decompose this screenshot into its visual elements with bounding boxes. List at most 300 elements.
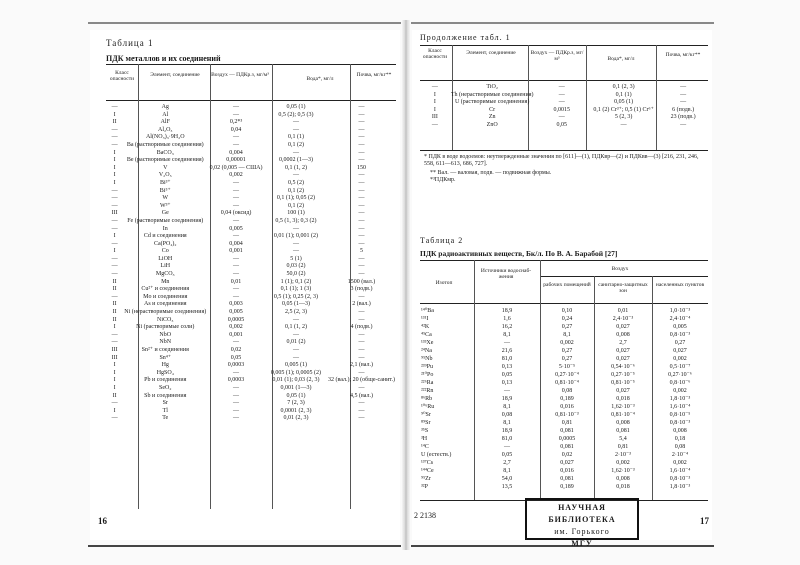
table1-row-cell: 100 (1): [287, 210, 305, 217]
table1-row-cell: 0,02: [230, 347, 242, 353]
table2-row-cell: 1,8·10⁻³: [669, 484, 691, 490]
footnote-1: * ПДК в воде водоемов: неутвержденные значения по [611]—(1), ПДКвр—(2) и ПДКвв—(3) [216, 231, 246, 558, 611—613, 686, 727].: [424, 154, 699, 167]
table1-row: [106, 301, 396, 309]
table2-row: [420, 435, 708, 443]
table1-row: [106, 362, 396, 370]
table1-row-cell: —: [358, 400, 365, 407]
table1-row-cell: I: [113, 157, 116, 164]
table1-row-cell: 0,1 (1); 0,05 (2): [276, 195, 316, 202]
table1-row-cell: 0,04: [230, 126, 242, 133]
page-number-right: 17: [700, 516, 709, 526]
table1-row-cell: 150: [357, 164, 367, 171]
table2-row-cell: 18,9: [501, 308, 513, 314]
table2-row-cell: 0,008: [616, 420, 630, 426]
table2-row-cell: 0,002: [673, 388, 687, 394]
table2-row-cell: 0,005: [673, 324, 687, 330]
cont-row-cell: —: [558, 84, 565, 90]
table2-row: [420, 331, 708, 339]
table1-row-cell: —: [292, 225, 299, 232]
table1-row-cell: —: [358, 331, 365, 338]
table2-row-cell: ⁸⁶Rb: [421, 396, 433, 402]
table1-row-cell: 0,005: [229, 309, 243, 316]
cont-row-cell: —: [431, 121, 438, 128]
table2-row-cell: 0,002: [673, 356, 687, 362]
table1-row-cell: III: [111, 347, 118, 353]
table2-row: [420, 379, 708, 387]
table1-row: [106, 218, 396, 226]
table1-row-cell: I: [113, 164, 116, 171]
table1-row-cell: 4,5 (вал.): [350, 392, 373, 399]
table1-row-cell: II: [112, 278, 117, 285]
table1-row-cell: —: [358, 179, 365, 186]
table2-row-cell: 8,1: [503, 404, 511, 410]
stamp-line-1: НАУЧНАЯ БИБЛИОТЕКА: [548, 503, 616, 524]
signature-mark: 2 2138: [414, 511, 436, 520]
table1-row-cell: I: [113, 248, 116, 255]
table1-row-cell: Bi⁵⁺: [159, 187, 171, 194]
table1-row-cell: —: [358, 339, 365, 346]
table1-row-cell: —: [111, 271, 118, 278]
table1-row: [106, 309, 396, 317]
table1-row: [106, 393, 396, 401]
table1-row-cell: —: [292, 248, 299, 255]
table1-row-cell: Ni (растворимые соли): [136, 324, 195, 331]
table1-row-cell: Hg: [161, 362, 169, 369]
table1-row-cell: 0,01: [230, 278, 242, 285]
table2-row-cell: 5,4: [619, 436, 627, 442]
table1-row-cell: —: [358, 111, 365, 118]
table2-row-cell: ¹³⁷Cs: [421, 460, 434, 466]
table1-row: [106, 263, 396, 271]
header-element: Элемент, соединение: [150, 72, 200, 78]
table2-row-cell: 1,62·10⁻³: [611, 468, 635, 474]
table2-row-cell: 0,8·10⁻⁶: [669, 380, 691, 386]
table1-row-cell: 0,004: [229, 149, 243, 156]
table2-row: [420, 411, 708, 419]
t2-header-settlements: населенных пунктов: [655, 282, 705, 288]
table1-row-cell: —: [111, 225, 118, 232]
table1-row-cell: —: [292, 172, 299, 179]
table2-row-cell: ¹³³Xe: [421, 340, 434, 346]
table1-row: [106, 377, 396, 385]
table1-row-cell: I: [113, 111, 116, 118]
table1-row-cell: 0,5 (1); 0,25 (2, 3): [273, 293, 319, 300]
table2-caption: Таблица 2: [420, 236, 464, 245]
cont-row: [420, 84, 708, 92]
table2-row-cell: 0,05: [501, 372, 513, 378]
table2-row-cell: ²⁴Na: [421, 348, 432, 354]
table1-row-cell: 0,01 (2): [286, 339, 306, 346]
table2-row-cell: 0,016: [560, 468, 574, 474]
table2-row-cell: 2·10⁻⁴: [671, 452, 689, 458]
table2-row: [420, 307, 708, 315]
table1-row-cell: 0,02 (0,005 — США): [209, 164, 263, 171]
table1-row-cell: —: [233, 195, 240, 202]
table1-row-cell: 0,005: [229, 225, 243, 232]
table1-row-cell: Mo и соединения: [143, 293, 188, 300]
table2-row-cell: 0,8·10⁻⁵: [669, 412, 691, 418]
table1-row-cell: 0,05 (1): [286, 104, 306, 110]
table1-row-cell: 0,1 (1); 1 (3): [280, 286, 312, 293]
table1-row-cell: V₂O₅: [158, 172, 172, 179]
table2-row-cell: 16,2: [501, 324, 513, 330]
table2-row-cell: U (естеств.): [421, 452, 452, 458]
table1-row-cell: MgCO₃: [155, 271, 175, 278]
table1-row-cell: Sb и соединения: [144, 392, 187, 399]
table2-row-cell: ¹⁰⁶Ru: [421, 404, 435, 410]
table2-row-cell: 0,81: [617, 444, 629, 450]
table1-row-cell: Be (растворимые соединения): [126, 157, 204, 164]
table1-row-cell: —: [358, 263, 365, 270]
table1-row-cell: —: [358, 354, 365, 361]
t2-header-sanitary: санитарно-защитных зон: [598, 282, 648, 294]
table1-row-cell: 4 (подв.): [350, 324, 373, 331]
table2-row: [420, 483, 708, 491]
table1-row-cell: 0,01 (2, 3): [283, 415, 309, 422]
table2-row: [420, 427, 708, 435]
table1-row-cell: 0,002: [229, 172, 243, 179]
table1-row-cell: II: [112, 309, 117, 316]
table2-body: [420, 307, 708, 491]
table1-row-cell: W³⁺: [159, 202, 171, 209]
table1-row-cell: —: [358, 195, 365, 202]
table2-row: [420, 475, 708, 483]
table2-row-cell: 0,027: [560, 460, 574, 466]
table1-row-cell: AlF: [160, 119, 170, 126]
cont-header-element: Элемент, соединение: [466, 50, 516, 56]
table1-row: [106, 157, 396, 165]
table2-row-cell: 1,6·10⁻⁴: [669, 468, 691, 474]
table2-row-cell: 0,008: [616, 332, 630, 338]
table1-row-cell: —: [233, 141, 240, 148]
cont-row-cell: Zn: [488, 114, 496, 121]
table1-row-cell: —: [111, 126, 118, 133]
table1-row-cell: I: [113, 362, 116, 369]
table2-row-cell: 0,008: [673, 428, 687, 434]
table2-row-cell: 0,27: [674, 340, 686, 346]
table1-row-cell: —: [233, 104, 240, 110]
table2-row-cell: 0,002: [673, 460, 687, 466]
cont-row-cell: —: [431, 84, 438, 90]
table2-row-cell: 0,027: [616, 356, 630, 362]
table1-row-cell: —: [358, 415, 365, 422]
header-air: Воздух — ПДКр.з, мг/м³: [211, 72, 269, 78]
table1-row: [106, 233, 396, 241]
table1-row-cell: 0,00001: [226, 157, 246, 164]
table2-row: [420, 467, 708, 475]
table2-header-rule: [420, 303, 708, 304]
table1-row-cell: 0,5 (2); 0,5 (3): [278, 111, 314, 118]
table1-row-cell: —: [111, 104, 118, 110]
table2-row-cell: 0,27: [561, 356, 573, 362]
table1-row-cell: —: [358, 271, 365, 278]
table2-row-cell: ⁹⁵Nb: [421, 356, 433, 362]
table2-row-cell: 0,016: [560, 404, 574, 410]
table1-row-cell: 0,01 (1); 0,001 (2): [273, 233, 319, 240]
table1-row-cell: LiH: [160, 263, 171, 270]
stamp-line-2: им. Горького: [554, 527, 610, 536]
table1-row: [106, 385, 396, 393]
cont-row: [420, 122, 708, 130]
cont-row-cell: 0,0015: [553, 106, 570, 113]
table1-row-cell: —: [233, 339, 240, 346]
table1-row-cell: —: [111, 202, 118, 209]
table1-row-cell: —: [111, 255, 118, 262]
cont-row-cell: I: [433, 99, 436, 106]
table1-row-cell: —: [358, 233, 365, 240]
table1-row-cell: —: [233, 217, 240, 224]
cont-row-cell: 0,1 (2) Cr³⁺; 0,5 (1) Cr⁶⁺: [593, 106, 654, 113]
table2-row-cell: 8,1: [563, 332, 571, 338]
table1-row-cell: Al: [162, 111, 169, 118]
table2-row-cell: ³⁵S: [421, 428, 429, 434]
table1-title: ПДК металлов и их соединений: [106, 54, 221, 63]
cont-row-cell: III: [431, 114, 438, 121]
table2-row-cell: 0,10: [561, 308, 573, 314]
table1-row-cell: NbN: [159, 339, 172, 346]
t2-air-rule: [540, 276, 708, 277]
cont-row-cell: Cr: [489, 106, 496, 113]
table1-row-cell: Cu²⁺ и соединения: [141, 286, 190, 293]
table2-row-cell: 81,0: [501, 436, 513, 442]
table2-row-cell: 2,7: [503, 460, 511, 466]
table1-row-cell: I: [113, 324, 116, 331]
table1-row-cell: —: [233, 179, 240, 186]
cont-row-cell: —: [620, 121, 627, 128]
cont-bottom-rule: [420, 150, 708, 151]
table1-row-cell: I: [113, 179, 116, 186]
table1-row-cell: Ni (нерастворимые соединения): [124, 309, 207, 316]
table1-row-cell: II: [112, 301, 117, 308]
continuation-body: [420, 84, 708, 130]
table2-row-cell: 0,02: [561, 452, 573, 458]
table2-row-cell: 0,54·10⁻⁶: [611, 364, 635, 370]
table1-row-cell: —: [111, 217, 118, 224]
table1-row-cell: 1500 (вал.): [347, 278, 376, 285]
table2-row-cell: 0,81: [561, 420, 573, 426]
table1-row-cell: —: [358, 384, 365, 391]
table2-row-cell: ⁹⁰Sr: [421, 412, 431, 418]
table1-row: [106, 324, 396, 332]
table1-row-cell: II: [112, 119, 117, 126]
table1-row-cell: 0,05 (1): [286, 392, 306, 399]
table2-row-cell: 0,189: [560, 484, 574, 490]
table1-row-cell: 50,0 (2): [286, 271, 306, 278]
page-number-left: 16: [98, 516, 107, 526]
table2-row-cell: 0,27·10⁻⁴: [555, 372, 579, 378]
table2-row-cell: 0,0005: [558, 436, 576, 442]
cont-row-cell: U (растворимые соединения): [454, 99, 530, 106]
table1-row-cell: V: [163, 164, 168, 171]
table2-row: [420, 459, 708, 467]
table2-row-cell: 8,1: [503, 468, 511, 474]
cont-header-water: Вода*, мг/л: [607, 56, 635, 62]
table2-row: [420, 355, 708, 363]
table2-row-cell: 0,027: [616, 348, 630, 354]
table2-row: [420, 323, 708, 331]
table1-row-cell: —: [233, 263, 240, 270]
table1-row-cell: NbO: [159, 331, 172, 338]
table1-row-cell: —: [233, 286, 240, 293]
table2-row-cell: 0,018: [616, 396, 630, 402]
cont-row: [420, 114, 708, 122]
table1-row-cell: —: [233, 187, 240, 194]
table1-row: [106, 408, 396, 416]
table1-row-cell: —: [292, 119, 299, 126]
table2-row-cell: 0,27: [561, 324, 573, 330]
table1-row-cell: 0,1 (1): [287, 134, 304, 141]
table1-row-cell: 0,0002 (1—3): [278, 157, 313, 164]
table2-row-cell: 0,081: [560, 444, 574, 450]
table2-top-rule: [420, 260, 708, 261]
table1-row-cell: Sr: [162, 400, 168, 407]
table1-row-cell: —: [111, 331, 118, 338]
cont-row-cell: 0,1 (2, 3): [612, 84, 635, 90]
header-soil: Почва, мг/кг**: [356, 72, 392, 78]
table1-row-cell: —: [233, 255, 240, 262]
table1-row-cell: —: [111, 134, 118, 141]
table2-row-cell: —: [504, 340, 510, 346]
table2-row-cell: 54,0: [501, 476, 513, 482]
cont-row-cell: I: [433, 91, 436, 98]
table1-row-cell: —: [358, 369, 365, 376]
table2-row-cell: ³²P: [421, 484, 428, 490]
table1-row-cell: III: [111, 210, 118, 217]
table1-row: [106, 172, 396, 180]
table1-row-cell: Te: [162, 415, 169, 422]
table1-row-cell: 0,1 (1, 2): [284, 324, 307, 331]
table1-row-cell: —: [358, 187, 365, 194]
table1-row-cell: I: [113, 233, 116, 240]
table1-row-cell: Cd и соединения: [143, 233, 187, 240]
table1-row-cell: Fe (растворимые соединения): [127, 217, 204, 224]
table1-row-cell: Al(NO₃)₃·9H₂O: [145, 134, 185, 141]
table1-row-cell: —: [292, 331, 299, 338]
table1-row-cell: SeO₂: [159, 384, 172, 391]
table1-row-cell: Bi³⁺: [159, 179, 171, 186]
table1-row-cell: —: [358, 172, 365, 179]
table1-row-cell: I: [113, 384, 116, 391]
table1-row-cell: —: [292, 149, 299, 156]
table1-row: [106, 226, 396, 234]
footnote-3: *³ПДКмр.: [430, 177, 456, 183]
table2-row-cell: 0,027: [673, 348, 687, 354]
stamp-line-3: МГУ: [571, 539, 593, 548]
table2-row-cell: 0,189: [560, 396, 574, 402]
cont-row-cell: 5 (2, 3): [614, 114, 633, 121]
table1-row-cell: —: [111, 240, 118, 247]
table2-row-cell: ²¹⁰Po: [421, 372, 434, 378]
table1-row-cell: —: [233, 407, 240, 414]
table1-row-cell: —: [358, 126, 365, 133]
header-class: Класс опасности: [109, 70, 135, 82]
table1-row-cell: Sn²⁺ и соединения: [141, 347, 189, 353]
cont-row-cell: I: [433, 106, 436, 113]
table1-row-cell: Pb и соединения: [144, 377, 187, 384]
table2-row-cell: 1,6·10⁻⁴: [669, 404, 691, 410]
table1-row-cell: —: [358, 149, 365, 156]
t2-header-isotope: Изотоп: [435, 280, 453, 286]
table1-row-cell: Ca(PO₄)₂: [154, 240, 177, 247]
table1-row-cell: —: [358, 134, 365, 141]
table2-row-cell: 1,0·10⁻³: [669, 308, 691, 314]
table1-row-cell: —: [358, 141, 365, 148]
footnote-2: ** Вал. — валовая, подв. — подвижная формы.: [430, 170, 552, 176]
cont-row-cell: —: [680, 121, 687, 128]
library-stamp: [525, 498, 639, 548]
table2-row-cell: ²²⁶Ra: [421, 380, 434, 386]
table1-row-cell: Co: [161, 248, 169, 255]
table2-row-cell: ⁴²K: [421, 324, 430, 330]
table2-row: [420, 371, 708, 379]
table2-row-cell: 0,027: [616, 324, 630, 330]
table1-row: [106, 119, 396, 127]
table1-row: [106, 248, 396, 256]
table2-row: [420, 451, 708, 459]
cont-top-rule: [420, 45, 708, 46]
table1-row-cell: Sn⁴⁺: [159, 354, 172, 361]
table2-row-cell: 0,08: [501, 412, 513, 418]
cont-row-cell: —: [680, 91, 687, 98]
table1-row: [106, 400, 396, 408]
table2-row-cell: 0,8·10⁻³: [669, 332, 691, 338]
table2-row-cell: 8,1: [503, 420, 511, 426]
table1-row-cell: —: [358, 210, 365, 217]
cont-row-cell: Th (нерастворимые соединения): [450, 91, 534, 98]
table2-row: [420, 363, 708, 371]
table1-row: [106, 415, 396, 423]
table1-row-cell: Ge: [161, 210, 169, 217]
table2-row-cell: 1,8·10⁻³: [669, 396, 691, 402]
table2-row-cell: 13,5: [501, 484, 513, 490]
cont-row-cell: 23 (подв.): [670, 114, 696, 121]
table2-row-cell: 2,4·10⁻⁴: [669, 316, 691, 322]
table1-row-cell: —: [358, 202, 365, 209]
table2-row: [420, 339, 708, 347]
table2-row-cell: 0,18: [674, 436, 686, 442]
table1-row-cell: 0,0003: [227, 362, 245, 369]
cont-row-cell: —: [558, 99, 565, 106]
table1-row: [106, 203, 396, 211]
table2-row-cell: 0,01: [617, 308, 629, 314]
table2-row-cell: 0,08: [561, 388, 573, 394]
table2-row-cell: ²³⁹Pu: [421, 364, 434, 370]
table1-row-cell: —: [233, 134, 240, 141]
table2-row-cell: ¹³¹I: [421, 316, 429, 322]
table1-row: [106, 142, 396, 150]
table2-row-cell: 18,9: [501, 396, 513, 402]
cont-row-cell: 0,05: [556, 121, 567, 128]
table1-row: [106, 332, 396, 340]
table2-row-cell: 0,13: [501, 364, 513, 370]
table1-row: [106, 286, 396, 294]
cont-header-class: Класс опасности: [422, 48, 448, 60]
table2-row-cell: 0,002: [616, 460, 630, 466]
cont-row-cell: TiO₂: [486, 84, 498, 90]
cont-row-cell: —: [680, 84, 687, 90]
table2-row-cell: 0,5·10⁻⁷: [669, 364, 691, 370]
table1-row-cell: 0,03 (2): [286, 263, 306, 270]
table1-row-cell: NiCO₃: [157, 316, 174, 323]
table1-row-cell: —: [358, 347, 365, 353]
table1-row-cell: 0,002: [229, 324, 243, 331]
table2-row-cell: 0,018: [616, 484, 630, 490]
table1-row-cell: HgSO₄: [156, 369, 174, 376]
cont-row-cell: 6 (подв.): [672, 106, 695, 113]
table2-row-cell: 0,008: [616, 476, 630, 482]
table1-row-cell: —: [358, 119, 365, 126]
table1-row: [106, 165, 396, 173]
